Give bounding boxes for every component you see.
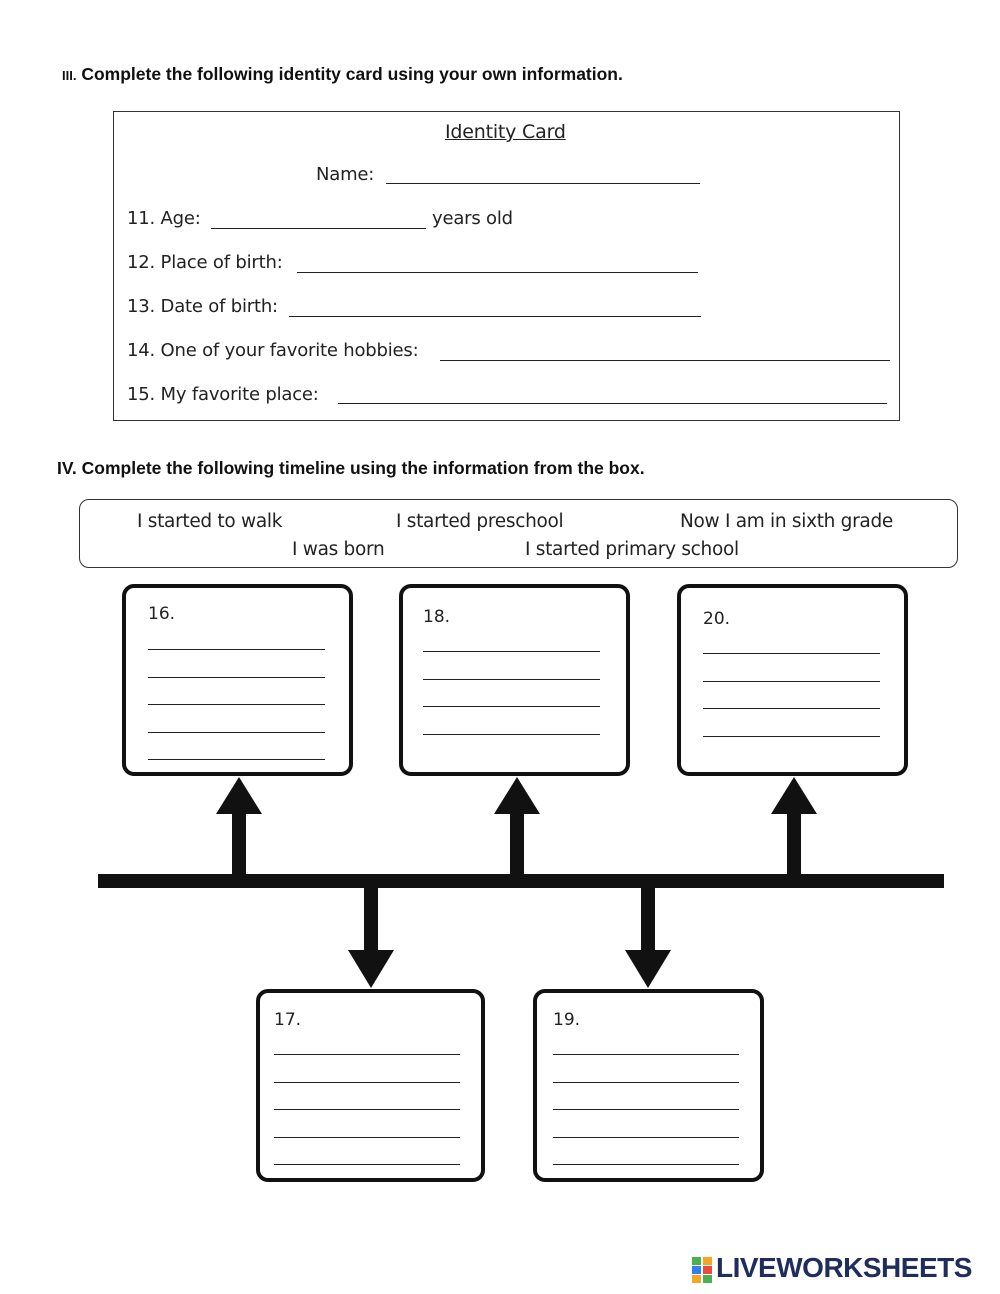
box-19-line[interactable] bbox=[553, 1137, 739, 1138]
timeline-box-17 bbox=[256, 989, 485, 1182]
word-sixth-grade[interactable]: Now I am in sixth grade bbox=[680, 511, 893, 532]
timeline-box-16 bbox=[122, 584, 353, 776]
box-17-number: 17. bbox=[274, 1010, 302, 1030]
box-18-line[interactable] bbox=[423, 651, 600, 652]
box-17-line[interactable] bbox=[274, 1054, 460, 1055]
box-16-line[interactable] bbox=[148, 649, 325, 650]
box-18-line[interactable] bbox=[423, 706, 600, 707]
box-16-line[interactable] bbox=[148, 704, 325, 705]
box-20-line[interactable] bbox=[703, 736, 880, 737]
section-3-instruction: Complete the following identity card using your own information. bbox=[81, 64, 623, 84]
timeline-box-18 bbox=[399, 584, 630, 776]
hobby-label: 14. One of your favorite hobbies: bbox=[127, 340, 419, 361]
box-18-line[interactable] bbox=[423, 734, 600, 735]
box-17-line[interactable] bbox=[274, 1082, 460, 1083]
name-label: Name: bbox=[316, 164, 375, 185]
liveworksheets-logo-text: LIVEWORKSHEETS bbox=[716, 1252, 972, 1283]
box-17-line[interactable] bbox=[274, 1164, 460, 1165]
box-19-line[interactable] bbox=[553, 1082, 739, 1083]
arrow-up-20 bbox=[771, 777, 817, 878]
arrow-up-16 bbox=[216, 777, 262, 878]
box-20-line[interactable] bbox=[703, 653, 880, 654]
logo-blocks-icon bbox=[692, 1257, 712, 1283]
box-20-line[interactable] bbox=[703, 681, 880, 682]
box-19-line[interactable] bbox=[553, 1109, 739, 1110]
box-16-number: 16. bbox=[148, 604, 176, 624]
arrow-up-18 bbox=[494, 777, 540, 878]
date-of-birth-label: 13. Date of birth: bbox=[127, 296, 278, 317]
box-16-line[interactable] bbox=[148, 732, 325, 733]
section-3-number: III. bbox=[62, 68, 77, 83]
box-17-line[interactable] bbox=[274, 1109, 460, 1110]
box-20-line[interactable] bbox=[703, 708, 880, 709]
place-of-birth-label: 12. Place of birth: bbox=[127, 252, 283, 273]
word-was-born[interactable]: I was born bbox=[292, 539, 385, 560]
word-started-to-walk[interactable]: I started to walk bbox=[137, 511, 283, 532]
box-20-number: 20. bbox=[703, 609, 731, 629]
liveworksheets-logo-icon bbox=[692, 1257, 712, 1283]
box-19-number: 19. bbox=[553, 1010, 581, 1030]
box-18-number: 18. bbox=[423, 607, 451, 627]
box-17-line[interactable] bbox=[274, 1137, 460, 1138]
box-16-line[interactable] bbox=[148, 759, 325, 760]
favorite-place-label: 15. My favorite place: bbox=[127, 384, 319, 405]
identity-card-title: Identity Card bbox=[445, 121, 566, 143]
word-started-preschool[interactable]: I started preschool bbox=[396, 511, 564, 532]
age-suffix: years old bbox=[432, 208, 513, 229]
word-started-primary-school[interactable]: I started primary school bbox=[525, 539, 739, 560]
arrow-down-17 bbox=[348, 884, 394, 988]
age-label: 11. Age: bbox=[127, 208, 201, 229]
timeline-box-20 bbox=[677, 584, 908, 776]
box-19-line[interactable] bbox=[553, 1054, 739, 1055]
section-4-heading: IV. Complete the following timeline using the information from the box. bbox=[57, 458, 645, 478]
timeline-box-19 bbox=[533, 989, 764, 1182]
arrow-down-19 bbox=[625, 884, 671, 988]
box-18-line[interactable] bbox=[423, 679, 600, 680]
box-16-line[interactable] bbox=[148, 677, 325, 678]
box-19-line[interactable] bbox=[553, 1164, 739, 1165]
